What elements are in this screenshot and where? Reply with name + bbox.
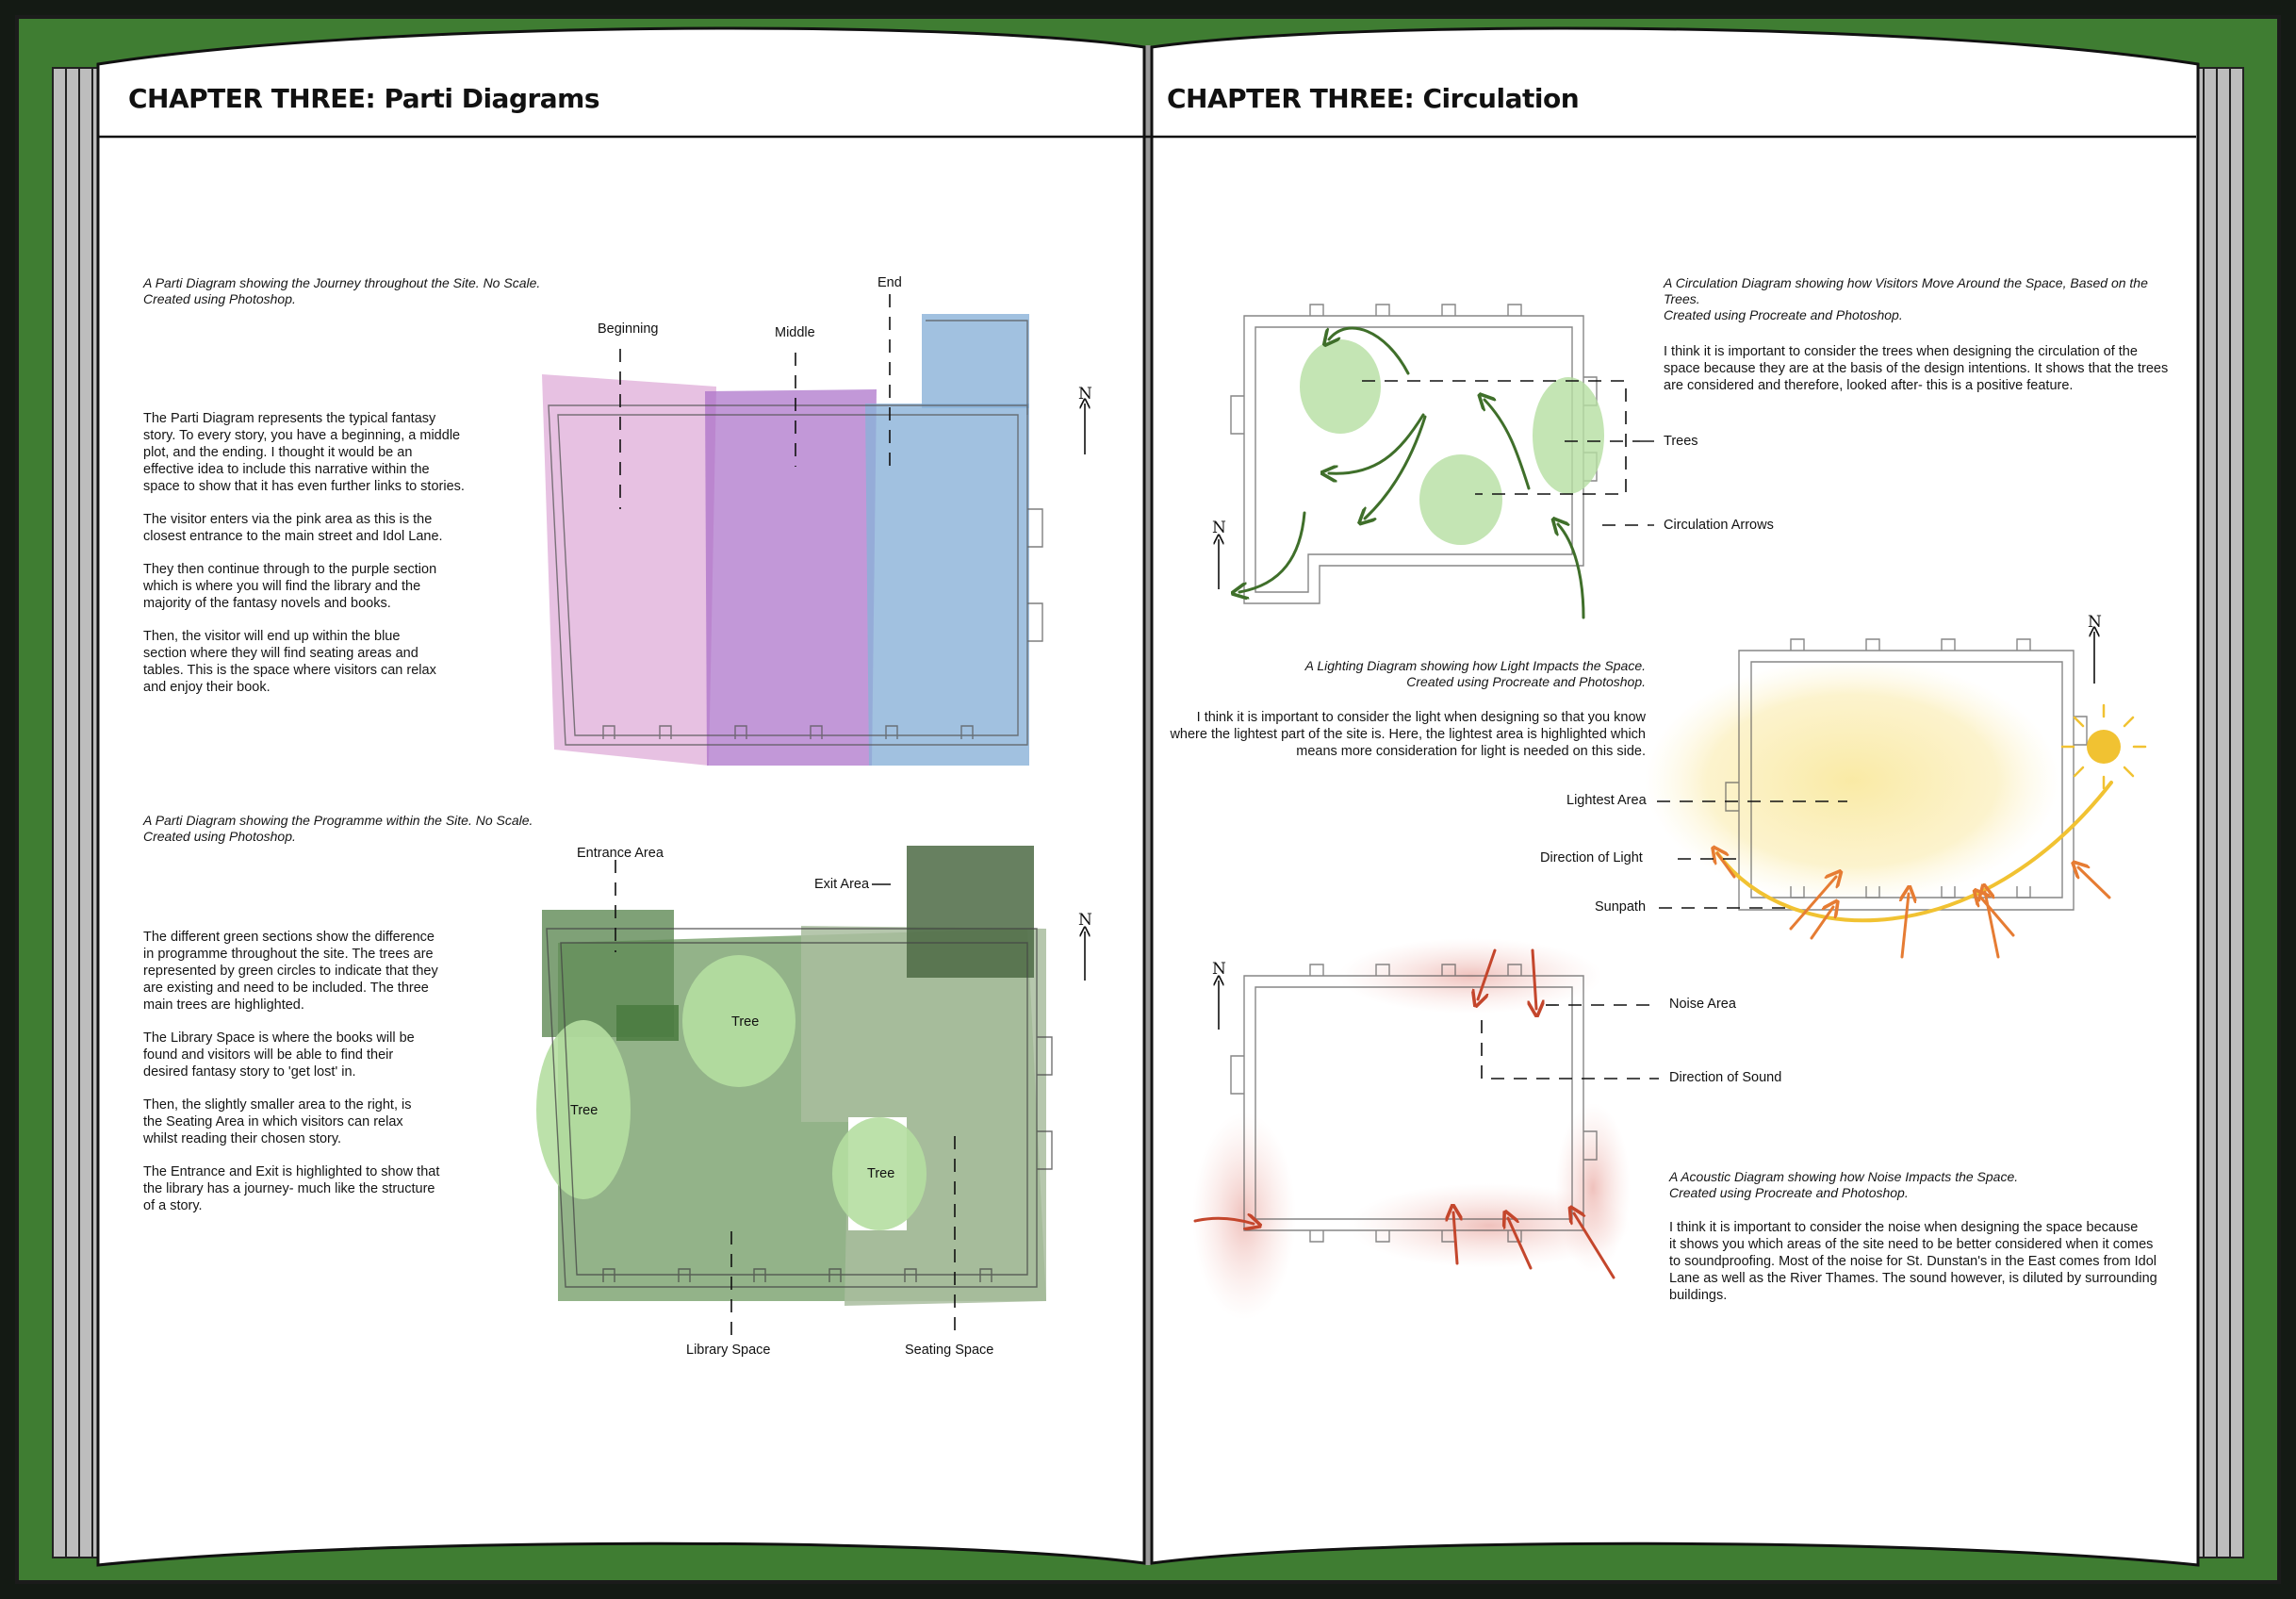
label-direction-of-light: Direction of Light <box>1540 850 1643 865</box>
label-tree-3: Tree <box>867 1166 895 1181</box>
acoustic-caption: A Acoustic Diagram showing how Noise Impacts the Space. Created using Procreate and Photoshop. <box>1669 1169 2019 1200</box>
label-lightest-area: Lightest Area <box>1566 793 1647 808</box>
label-tree-2: Tree <box>570 1103 599 1118</box>
label-entrance-area: Entrance Area <box>577 846 664 861</box>
label-circulation-arrows: Circulation Arrows <box>1664 518 1774 533</box>
label-tree-1: Tree <box>731 1014 760 1030</box>
lighting-description: I think it is important to consider the light when designing so that you know where the lightest part of the site is. Here, the lightest area is highlighted which means more consideration for light is needed on this side. <box>1170 710 1646 759</box>
journey-description: The Parti Diagram represents the typical fantasy story. To every story, you have a beginning, a middle plot, and the ending. I thought it would be an effective idea to include this narrative within the space to show that it has even further links to stories. The visitor enters via the pink area as this is the closest entrance to the main street and Idol Lane. They then continue through to the purple section which is where you will find the library and the majority of the fantasy novels and books. Then, the visitor will end up within the blue section where they will find seating areas and tables. This is the space where visitors can relax and enjoy their book. <box>143 411 465 695</box>
journey-caption: A Parti Diagram showing the Journey throughout the Site. No Scale. Created using Photoshop. <box>143 275 541 306</box>
left-page-title: CHAPTER THREE: Parti Diagrams <box>128 83 600 114</box>
label-trees: Trees <box>1664 434 1698 449</box>
programme-description: The different green sections show the difference in programme throughout the site. The trees are represented by green circles to indicate that they are existing and need to be included. The three main trees are highlighted. The Library Space is where the books will be found and visitors will be able to find their desired fantasy story to 'get lost' in. Then, the slightly smaller area to the right, is the Seating Area in which visitors can relax whilst reading their chosen story. The Entrance and Exit is highlighted to show that the library has a journey- much like the structure of a story. <box>143 930 440 1213</box>
sun-icon <box>2062 705 2145 788</box>
programme-caption: A Parti Diagram showing the Programme within the Site. No Scale. Created using Photoshop. <box>143 813 533 844</box>
page-edges-left <box>53 68 102 1558</box>
label-direction-of-sound: Direction of Sound <box>1669 1070 1782 1085</box>
page-edges-right <box>2194 68 2243 1558</box>
right-page-title: CHAPTER THREE: Circulation <box>1167 83 1580 114</box>
circulation-description: I think it is important to consider the trees when designing the circulation of the space because they are at the basis of the design intentions. It shows that the trees are considered and therefore, looked after- this is a positive feature. <box>1664 344 2169 393</box>
north-label-3: N <box>1212 519 1226 537</box>
north-label-5: N <box>1212 960 1226 979</box>
label-middle: Middle <box>775 325 815 340</box>
label-sunpath: Sunpath <box>1595 899 1647 915</box>
north-label-2: N <box>1078 911 1092 930</box>
label-beginning: Beginning <box>598 321 659 337</box>
acoustic-description: I think it is important to consider the noise when designing the space because it shows you which areas of the site need to be better considered when it comes to soundproofing. Most of the noise for St. Dunstan's in the East comes from Idol Lane as well as the River Thames. The sound however, is diluted by surrounding buildings. <box>1669 1220 2157 1303</box>
left-page <box>98 28 1144 1565</box>
circulation-caption: A Circulation Diagram showing how Visitors Move Around the Space, Based on the Trees. Created using Procreate and Photoshop. <box>1664 275 2148 322</box>
lighting-caption: A Lighting Diagram showing how Light Impacts the Space. Created using Procreate and Photoshop. <box>1304 658 1646 689</box>
label-noise-area: Noise Area <box>1669 997 1736 1012</box>
label-library-space: Library Space <box>686 1343 771 1358</box>
label-seating-space: Seating Space <box>905 1343 994 1358</box>
label-end: End <box>877 275 902 290</box>
north-label-1: N <box>1078 385 1092 404</box>
label-exit-area: Exit Area <box>814 877 870 892</box>
north-label-4: N <box>2088 613 2102 632</box>
